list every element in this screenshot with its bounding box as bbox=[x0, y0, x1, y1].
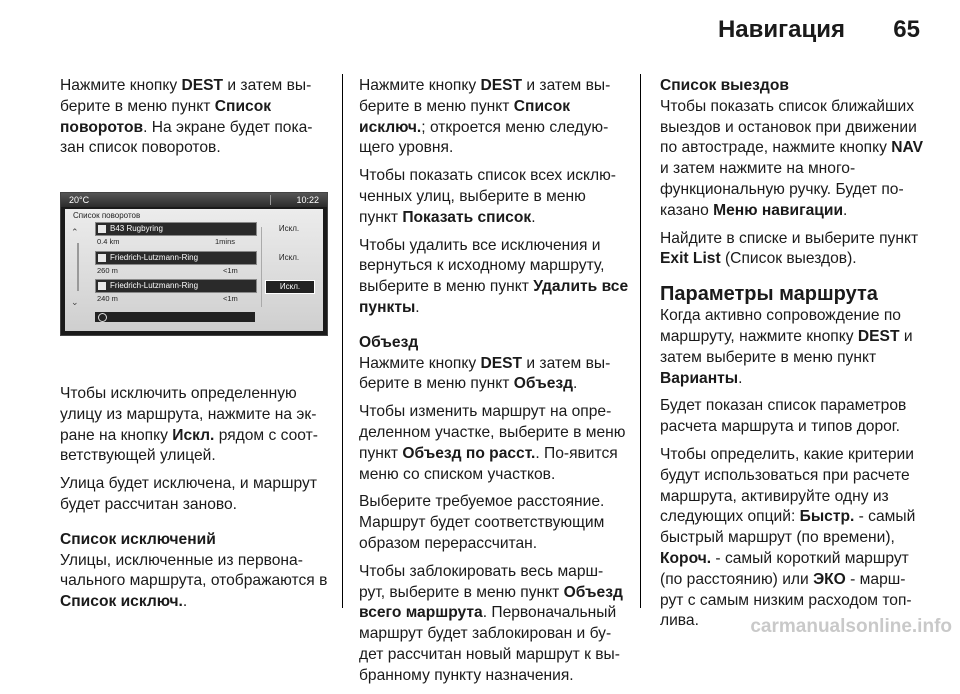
column-3 bbox=[660, 76, 928, 639]
paragraph: Чтобы показать список всех исклю-ченных улиц, выберите в меню пункт Показать список. bbox=[359, 167, 616, 226]
status-bar bbox=[61, 193, 327, 207]
paragraph: Улица будет исключена, и маршрут будет рассчитан заново. bbox=[60, 475, 317, 513]
column-divider bbox=[640, 74, 641, 608]
column-divider bbox=[342, 74, 343, 608]
column-2 bbox=[359, 76, 629, 694]
paragraph: Чтобы показать список ближайших выездов и остановок при движении по автостраде, нажмите кнопку NAV и затем нажмите на много-функциональную ручку. Будет по-казано Меню навигации. bbox=[660, 97, 923, 219]
divider bbox=[261, 227, 262, 307]
turn-distance: 260 m bbox=[97, 266, 118, 275]
paragraph: Найдите в списке и выберите пункт Exit List (Список выездов). bbox=[660, 229, 919, 268]
turn-row[interactable]: Friedrich-Lutzmann-Ring bbox=[95, 251, 257, 265]
turn-list-screenshot bbox=[60, 192, 328, 336]
screen-content bbox=[65, 209, 323, 331]
watermark: carmanualsonline.info bbox=[750, 616, 952, 637]
paragraph: Чтобы изменить маршрут на опре-деленном участке, выберите в меню пункт Объезд по расст.. По-явится меню со списком участков. bbox=[359, 403, 626, 483]
turn-icon bbox=[98, 254, 106, 262]
column-1 bbox=[60, 76, 328, 166]
bottom-bar bbox=[95, 312, 255, 322]
turn-icon bbox=[98, 225, 106, 233]
divider bbox=[270, 195, 271, 205]
turn-row[interactable]: B43 Rugbyring bbox=[95, 222, 257, 236]
turn-icon bbox=[98, 282, 106, 290]
paragraph: Нажмите кнопку DEST и затем вы-берите в меню пункт Объезд. bbox=[359, 354, 611, 393]
clock: 10:22 bbox=[296, 195, 319, 205]
exclude-button[interactable]: Искл. bbox=[265, 280, 315, 294]
turn-time: <1m bbox=[223, 266, 238, 275]
subheading: Список выездов bbox=[660, 77, 789, 94]
paragraph: Нажмите кнопку DEST и затем вы-берите в меню пункт Список исключ.; откроется меню следую-щего уровня. bbox=[359, 77, 611, 157]
paragraph: Когда активно сопровождение по маршруту, нажмите кнопку DEST и затем выберите в меню пункт Варианты. bbox=[660, 307, 913, 387]
section-heading: Параметры маршрута bbox=[660, 283, 878, 306]
page-number: 65 bbox=[893, 16, 920, 43]
scrollbar[interactable] bbox=[77, 243, 79, 291]
column-1-lower bbox=[60, 384, 328, 620]
screen-caption: Список поворотов bbox=[73, 211, 141, 220]
paragraph: Чтобы удалить все исключения и вернуться к исходному маршруту, выберите в меню пункт Удалить все пункты. bbox=[359, 236, 629, 316]
subheading: Список исключений bbox=[60, 530, 216, 548]
turn-time: <1m bbox=[223, 294, 238, 303]
temperature: 20°C bbox=[69, 195, 90, 205]
section-title: Навигация bbox=[717, 16, 845, 43]
turn-distance: 0.4 km bbox=[97, 237, 120, 246]
paragraph: Будет показан список параметров расчета маршрута и типов дорог. bbox=[660, 397, 907, 436]
paragraph: Нажмите кнопку DEST и затем вы-берите в меню пункт Список поворотов. На экране будет пока-зан список поворотов. bbox=[60, 77, 313, 157]
paragraph: Чтобы исключить определенную улицу из маршрута, нажмите на эк-ране на кнопку Искл. рядом с соот-ветствующей улицей. bbox=[60, 385, 318, 465]
paragraph: Чтобы заблокировать весь марш-рут, выберите в меню пункт Объезд всего маршрута. Первоначальный маршрут будет заблокирован и бу-дет рассчитан новый маршрут к вы-бранному пункту назначения. bbox=[359, 562, 623, 684]
turn-distance: 240 m bbox=[97, 294, 118, 303]
turn-time: 1mins bbox=[215, 237, 236, 246]
chevron-down-icon[interactable]: ⌄ bbox=[71, 297, 79, 307]
exclude-button[interactable]: Искл. bbox=[278, 253, 300, 262]
paragraph: Выберите требуемое расстояние. Маршрут будет соответствующим образом перерассчитан. bbox=[359, 493, 605, 552]
paragraph: Чтобы определить, какие критерии будут использоваться при расчете маршрута, активируйте одну из следующих опций: Быстр. - самый быстрый маршрут (по времени), Короч. - самый короткий маршрут (по расстоянию) или ЭКО - марш-рут с самым низким расходом топ-лива. bbox=[660, 445, 916, 630]
turn-row[interactable]: Friedrich-Lutzmann-Ring bbox=[95, 279, 257, 293]
exclude-button[interactable]: Искл. bbox=[278, 224, 300, 233]
paragraph: Улицы, исключенные из первона-чального маршрута, отображаются в Список исключ.. bbox=[60, 551, 328, 611]
subheading: Объезд bbox=[359, 333, 419, 351]
compass-icon bbox=[98, 313, 107, 322]
chevron-up-icon[interactable]: ⌃ bbox=[71, 227, 79, 237]
page-header bbox=[0, 0, 960, 56]
